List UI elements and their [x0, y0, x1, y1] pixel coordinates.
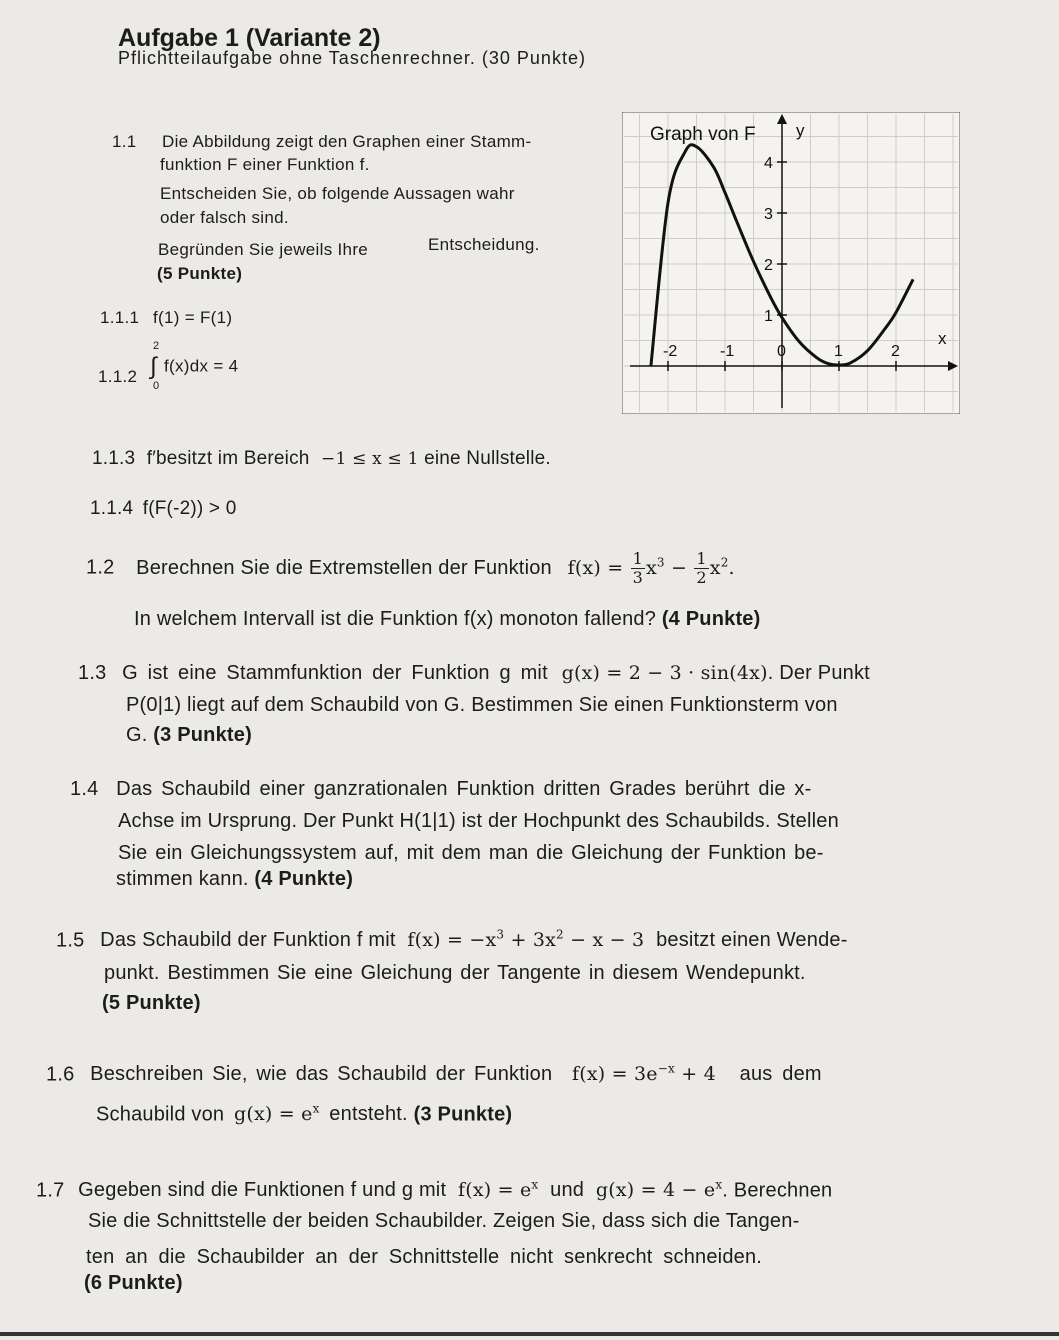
x-tick-label: 2	[891, 343, 900, 360]
text-segment: In welchem Intervall ist die Funktion f(x) monoton fallend?	[134, 608, 657, 630]
text-segment: aus dem	[739, 1063, 822, 1086]
text-line	[56, 928, 848, 952]
task-number: 1.7	[36, 1179, 65, 1202]
task-number: 1.3	[78, 662, 107, 684]
text-line: funktion F einer Funktion f.	[160, 155, 370, 174]
text-segment: und	[550, 1179, 585, 1202]
text-segment: entsteht.	[329, 1103, 408, 1126]
function-term: $f(x) = e^x$	[457, 1178, 539, 1202]
points-label: (3 Punkte)	[413, 1103, 513, 1126]
x-tick-label: 1	[834, 343, 843, 360]
integral-expression	[150, 340, 239, 392]
text-segment: Das Schaubild einer ganzrationalen Funktion dritten Grades berührt die x-	[116, 778, 812, 800]
task-number: 1.4	[70, 778, 99, 800]
text-segment: besitzt einen Wende-	[656, 929, 848, 952]
text-line: punkt. Bestimmen Sie eine Gleichung der Tangente in diesem Wendepunkt.	[104, 962, 806, 984]
text-line: Begründen Sie jeweils Ihre	[158, 240, 369, 259]
task-title: Aufgabe 1 (Variante 2)	[118, 24, 381, 52]
task-1-1-3	[92, 448, 551, 470]
text-line	[36, 1178, 832, 1202]
task-number: 1.1.4	[90, 498, 134, 519]
math-expression: f(1) = F(1)	[153, 308, 233, 327]
function-term: g(x) = 2 − 3 · sin(4x)	[561, 662, 768, 684]
text-segment: Beschreiben Sie, wie das Schaubild der Funktion	[90, 1063, 553, 1086]
text-line: oder falsch sind.	[160, 208, 289, 227]
x-tick-label: 0	[777, 343, 786, 360]
text-segment: G.	[126, 724, 148, 746]
task-1-2	[86, 550, 735, 587]
chart-title: Graph von F	[650, 124, 756, 145]
text-segment: Berechnen Sie die Extremstellen der Funktion	[136, 556, 552, 579]
text-line: ten an die Schaubilder an der Schnittstelle nicht senkrecht schneiden.	[86, 1246, 763, 1268]
x-tick-label: -2	[663, 343, 678, 360]
task-1-1-4	[90, 498, 236, 520]
task-number: 1.1.1	[100, 308, 140, 327]
text-line: Entscheiden Sie, ob folgende Aussagen wahr	[160, 184, 515, 203]
text-segment: Schaubild von	[96, 1103, 225, 1126]
task-subtitle: Pflichtteilaufgabe ohne Taschenrechner. (30 Punkte)	[118, 48, 586, 68]
text-segment: besitzt im Bereich	[156, 448, 310, 469]
function-term: $f(x) = -x^3 + 3x^2 - x - 3$	[407, 928, 645, 952]
text-segment: Das Schaubild der Funktion f mit	[100, 929, 396, 952]
function-term: f(x) = $\frac{1}{3}$ $x^3$ − $\frac{1}{2}$ $x^2$.	[567, 549, 735, 587]
task-number: 1.2	[86, 556, 115, 579]
points-label: (5 Punkte)	[102, 992, 201, 1014]
task-number: 1.1	[112, 132, 137, 151]
integral-sign: ∫ 2 0	[150, 340, 160, 392]
points-label: (4 Punkte)	[661, 608, 761, 630]
text-segment: Gegeben sind die Funktionen f und g mit	[78, 1179, 447, 1202]
points-label: (3 Punkte)	[153, 724, 252, 746]
text-line: Entscheidung.	[428, 235, 540, 254]
task-number: 1.1.2	[98, 367, 138, 386]
text-line: Achse im Ursprung. Der Punkt H(1|1) ist der Hochpunkt des Schaubilds. Stellen	[118, 810, 839, 832]
function-term: $g(x) = 4 - e^x$	[595, 1178, 723, 1202]
y-tick-label: 1	[764, 308, 773, 325]
points-label: (4 Punkte)	[254, 868, 354, 890]
integral-integrand: f(x)dx = 4	[164, 356, 239, 376]
text-segment: . Der Punkt	[767, 662, 870, 684]
text-line	[96, 1102, 512, 1126]
text-line: Die Abbildung zeigt den Graphen einer Stamm-	[162, 132, 532, 151]
text-segment: . Berechnen	[722, 1179, 833, 1202]
function-term: $g(x) = e^x$	[234, 1102, 320, 1126]
text-line	[116, 868, 353, 891]
text-line: Sie ein Gleichungssystem auf, mit dem man die Gleichung der Funktion be-	[118, 842, 824, 864]
task-number: 1.6	[46, 1063, 75, 1086]
text-segment: stimmen kann.	[116, 868, 249, 890]
function-term: $f(x) = 3e^{-x} + 4$	[572, 1062, 716, 1086]
y-tick-label: 4	[764, 155, 773, 172]
text-line	[46, 1062, 822, 1086]
points-label: (5 Punkte)	[157, 264, 243, 283]
text-line	[70, 778, 811, 801]
task-number: 1.1.3	[92, 448, 136, 469]
y-axis-label: y	[796, 121, 805, 140]
text-line: Sie die Schnittstelle der beiden Schaubilder. Zeigen Sie, dass sich die Tangen-	[88, 1210, 800, 1232]
math-expression: f(F(-2)) > 0	[142, 498, 237, 519]
y-tick-label: 3	[764, 206, 773, 223]
task-1-2-question	[134, 608, 761, 631]
graph-of-F	[622, 112, 960, 414]
y-tick-label: 2	[764, 257, 773, 274]
points-label: (6 Punkte)	[84, 1272, 183, 1294]
x-axis-label: x	[938, 329, 947, 348]
page-edge-line	[0, 1332, 1059, 1336]
task-number: 1.5	[56, 929, 85, 952]
text-line	[126, 724, 252, 747]
text-line	[78, 662, 870, 685]
text-segment: G ist eine Stammfunktion der Funktion g mit	[122, 662, 548, 684]
text-line: P(0|1) liegt auf dem Schaubild von G. Bestimmen Sie einen Funktionsterm von	[126, 694, 838, 716]
chart-frame	[622, 112, 960, 414]
x-tick-label: -1	[720, 343, 735, 360]
fraction: $\frac{1}{2}$	[696, 549, 707, 587]
text-segment: eine Nullstelle.	[424, 448, 551, 469]
inequality: −1 ≤ x ≤ 1	[321, 449, 419, 469]
fraction: $\frac{1}{3}$	[632, 549, 643, 587]
derivative-symbol: f′	[146, 448, 156, 469]
